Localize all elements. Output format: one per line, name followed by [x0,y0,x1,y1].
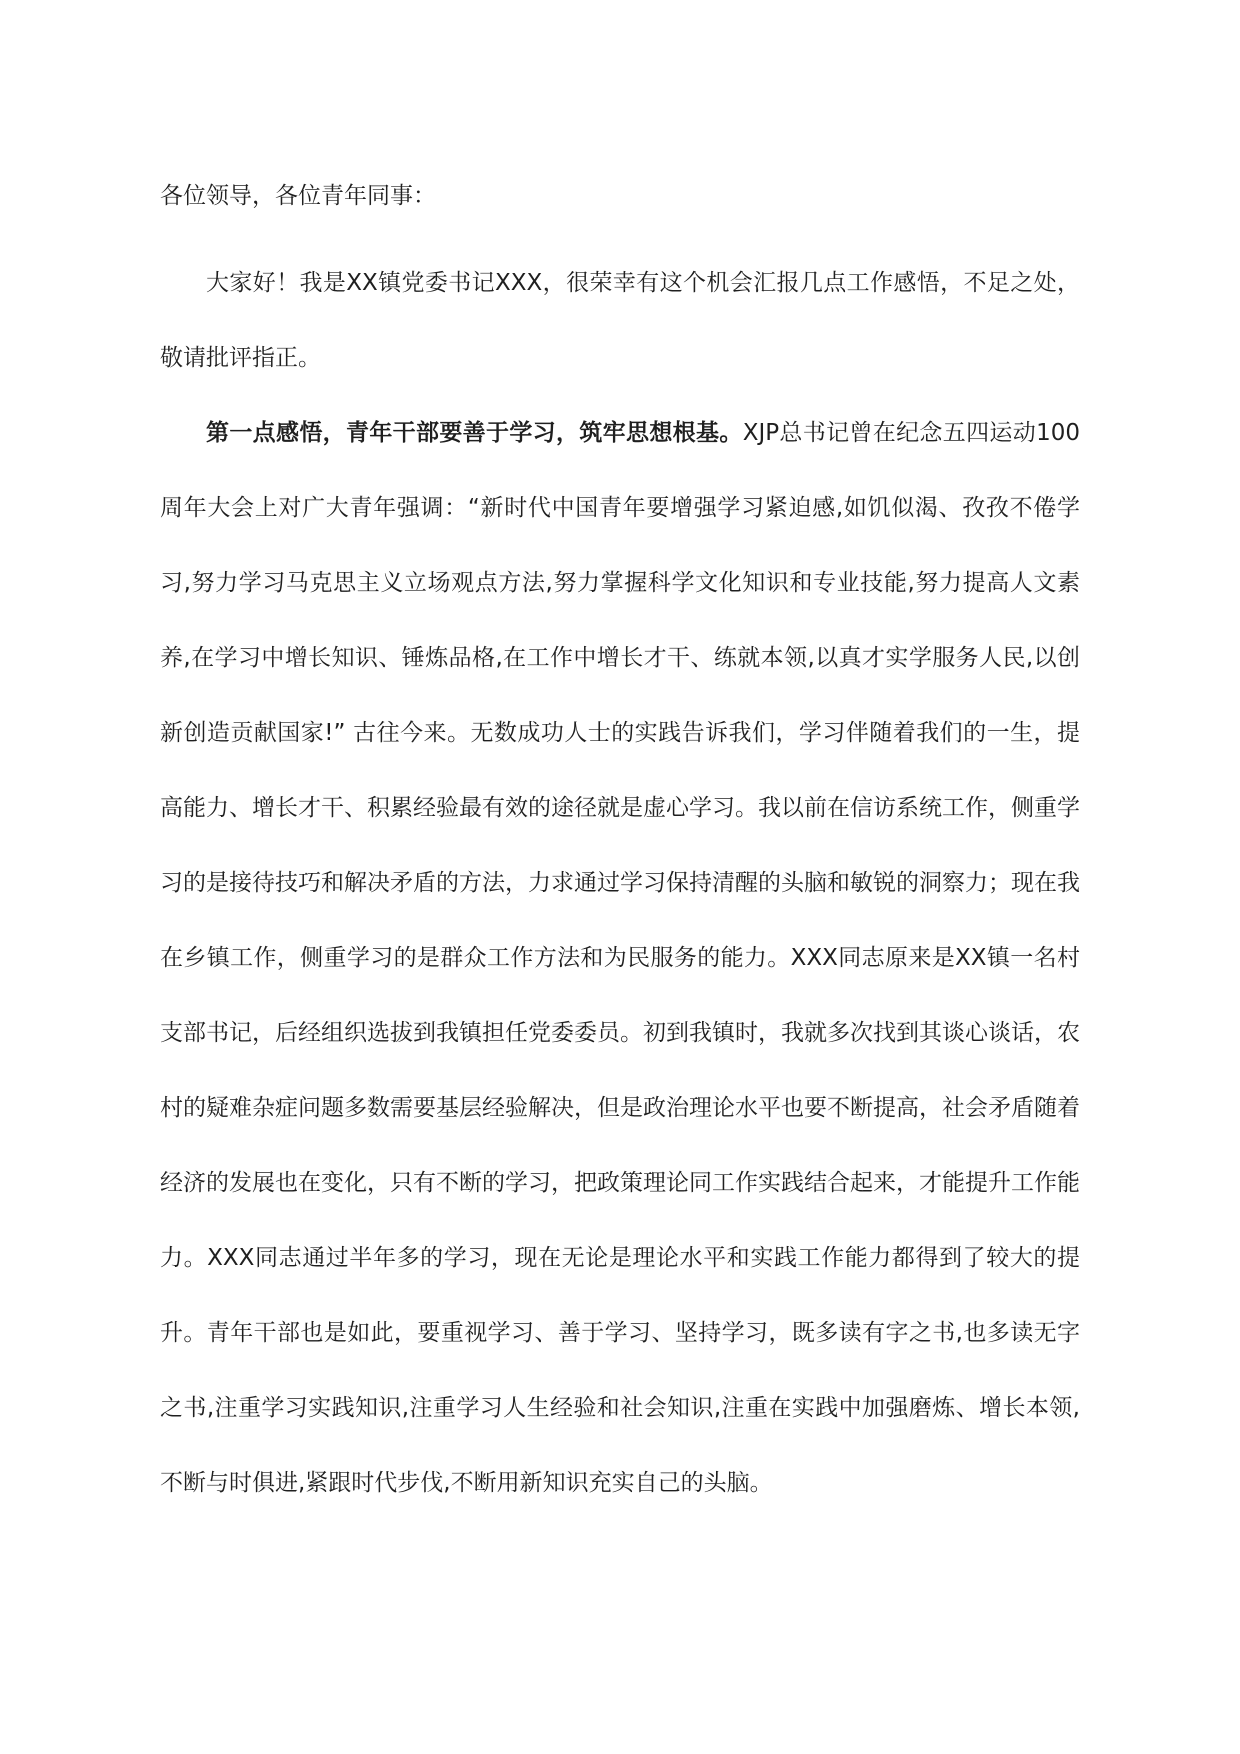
section-1-lead: 第一点感悟，青年干部要善于学习，筑牢思想根基。 [206,420,743,446]
salutation: 各位领导，各位青年同事： [160,183,436,209]
intro-paragraph: 大家好！我是XX镇党委书记XXX，很荣幸有这个机会汇报几点工作感悟，不足之处，敬请批评指正。 [160,270,1080,371]
section-1-body: XJP总书记曾在纪念五四运动100周年大会上对广大青年强调：“新时代中国青年要增强学习紧迫感,如饥似渴、孜孜不倦学习,努力学习马克思主义立场观点方法,努力掌握科学文化知识和专业技能,努力提高人文素养,在学习中增长知识、锤炼品格,在工作中增长才干、练就本领,以真才实学服务人民,以创新创造贡献国家!” 古往今来。无数成功人士的实践告诉我们，学习伴随着我们的一生，提高能力、增长才干、积累经验最有效的途径就是虚心学习。我以前在信访系统工作，侧重学习的是接待技巧和解决矛盾的方法，力求通过学习保持清醒的头脑和敏锐的洞察力；现在我在乡镇工作，侧重学习的是群众工作方法和为民服务的能力。XXX同志原来是XX镇一名村支部书记，后经组织选拔到我镇担任党委委员。初到我镇时，我就多次找到其谈心谈话，农村的疑难杂症问题多数需要基层经验解决，但是政治理论水平也要不断提高，社会矛盾随着经济的发展也在变化，只有不断的学习，把政策理论同工作实践结合起来，才能提升工作能力。XXX同志通过半年多的学习，现在无论是理论水平和实践工作能力都得到了较大的提升。青年干部也是如此，要重视学习、善于学习、坚持学习，既多读有字之书,也多读无字之书,注重学习实践知识,注重学习人生经验和社会知识,注重在实践中加强磨炼、增长本领,不断与时俱进,紧跟时代步伐,不断用新知识充实自己的头脑。 [160,420,1081,1496]
document-body [160,168,1080,1521]
section-1-paragraph [160,396,1080,1521]
